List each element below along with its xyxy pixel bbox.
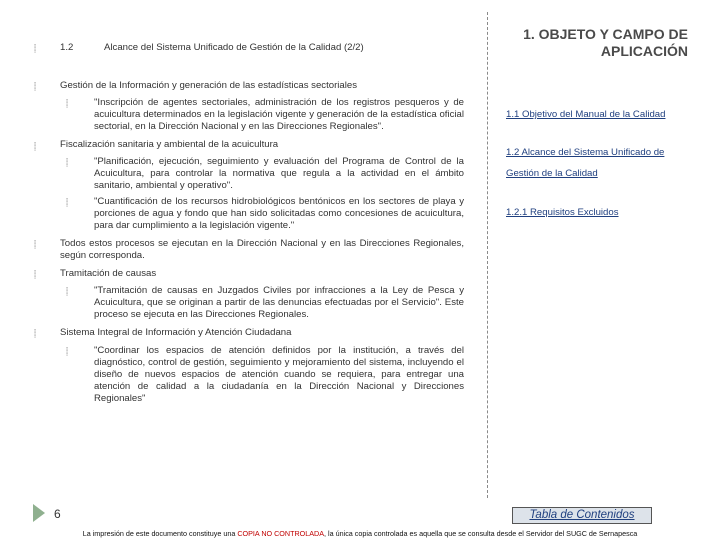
bullet-4-label: Tramitación de causas <box>60 268 157 279</box>
bullet-icon: ⸽ <box>34 329 37 338</box>
footer-note-uncontrolled-copy: COPIA NO CONTROLADA <box>237 529 325 538</box>
page-number: 6 <box>54 507 61 521</box>
bullet-3-text: Todos estos procesos se ejecutan en la Dirección Nacional y en las Direcciones Regionales, según corresponda. <box>60 238 464 261</box>
page-title-line2: APLICACIÓN <box>600 43 688 59</box>
bullet-4-sub-1: "Tramitación de causas en Juzgados Civiles por infracciones a la Ley de Pesca y Acuicultura, que se originan a partir de las denuncias efectuadas por el Servicio". Este proceso se ejecuta en las Direcciones Regionales. <box>94 285 464 320</box>
bullet-icon: ⸽ <box>34 82 37 91</box>
bullet-5-label: Sistema Integral de Información y Atención Ciudadana <box>60 327 292 338</box>
section-title: Alcance del Sistema Unificado de Gestión de la Calidad (2/2) <box>104 42 364 53</box>
sub-bullet-icon: ⸽ <box>66 347 69 356</box>
sub-bullet-icon: ⸽ <box>66 99 69 108</box>
column-divider <box>487 12 488 498</box>
bullet-1-sub-1: "Inscripción de agentes sectoriales, administración de los registros pesqueros y de acuicultura determinados en la legislación vigente y generación de la estadística oficial sectorial, en la Dirección Nacional y en las Direcciones Regionales". <box>94 97 464 132</box>
bullet-2-sub-2: "Cuantificación de los recursos hidrobiológicos bentónicos en los sectores de playa y porciones de agua y fondo que han sido solicitadas como concesiones de acuicultura, para dar cumplimiento a la legislación vigente." <box>94 196 464 231</box>
bullet-icon: ⸽ <box>34 270 37 279</box>
bullet-2-sub-1: "Planificación, ejecución, seguimiento y evaluación del Programa de Control de la Acuicultura, para controlar la normativa que regula a la actividad en el ámbito sanitario, ambiental y operativo". <box>94 156 464 191</box>
sidebar-link-requisitos[interactable]: 1.2.1 Requisitos Excluidos <box>506 207 619 218</box>
footer-note-end: , la única copia controlada es aquella que se consulta desde el Servidor del SUGC de Sernapesca <box>324 529 638 538</box>
bullet-1-label: Gestión de la Información y generación de las estadísticas sectoriales <box>60 80 358 91</box>
sidebar-link-objetivo[interactable]: 1.1 Objetivo del Manual de la Calidad <box>506 109 666 120</box>
sidebar-link-alcance[interactable]: 1.2 Alcance del Sistema Unificado de <box>506 147 665 158</box>
sidebar-link-alcance-cont[interactable]: Gestión de la Calidad <box>506 168 598 179</box>
page-title-line1: 1. OBJETO Y CAMPO DE <box>523 26 688 42</box>
sub-bullet-icon: ⸽ <box>66 198 69 207</box>
bullet-icon: ⸽ <box>34 142 37 151</box>
footer-disclaimer <box>0 529 720 538</box>
bullet-5-sub-1: "Coordinar los espacios de atención definidos por la institución, a través del diagnóstico, control de gestión, seguimiento y mejoramiento del sistema, incluyendo el diseño de nuevos espacios de atención cuando se requiera, para entregar una atención de calidad a la ciudadanía en la Dirección Nacional y Direcciones Regionales" <box>94 345 464 404</box>
section-number: 1.2 <box>60 42 74 53</box>
sub-bullet-icon: ⸽ <box>66 287 69 296</box>
bullet-2-label: Fiscalización sanitaria y ambiental de la acuicultura <box>60 139 279 150</box>
bullet-icon: ⸽ <box>34 240 37 249</box>
table-of-contents-button[interactable]: Tabla de Contenidos <box>512 507 652 524</box>
sub-bullet-icon: ⸽ <box>66 158 69 167</box>
next-arrow-icon[interactable] <box>33 504 45 522</box>
bullet-icon: ⸽ <box>34 44 37 53</box>
page-title <box>468 26 688 60</box>
footer-note-start: La impresión de este documento constituye una <box>82 529 238 538</box>
